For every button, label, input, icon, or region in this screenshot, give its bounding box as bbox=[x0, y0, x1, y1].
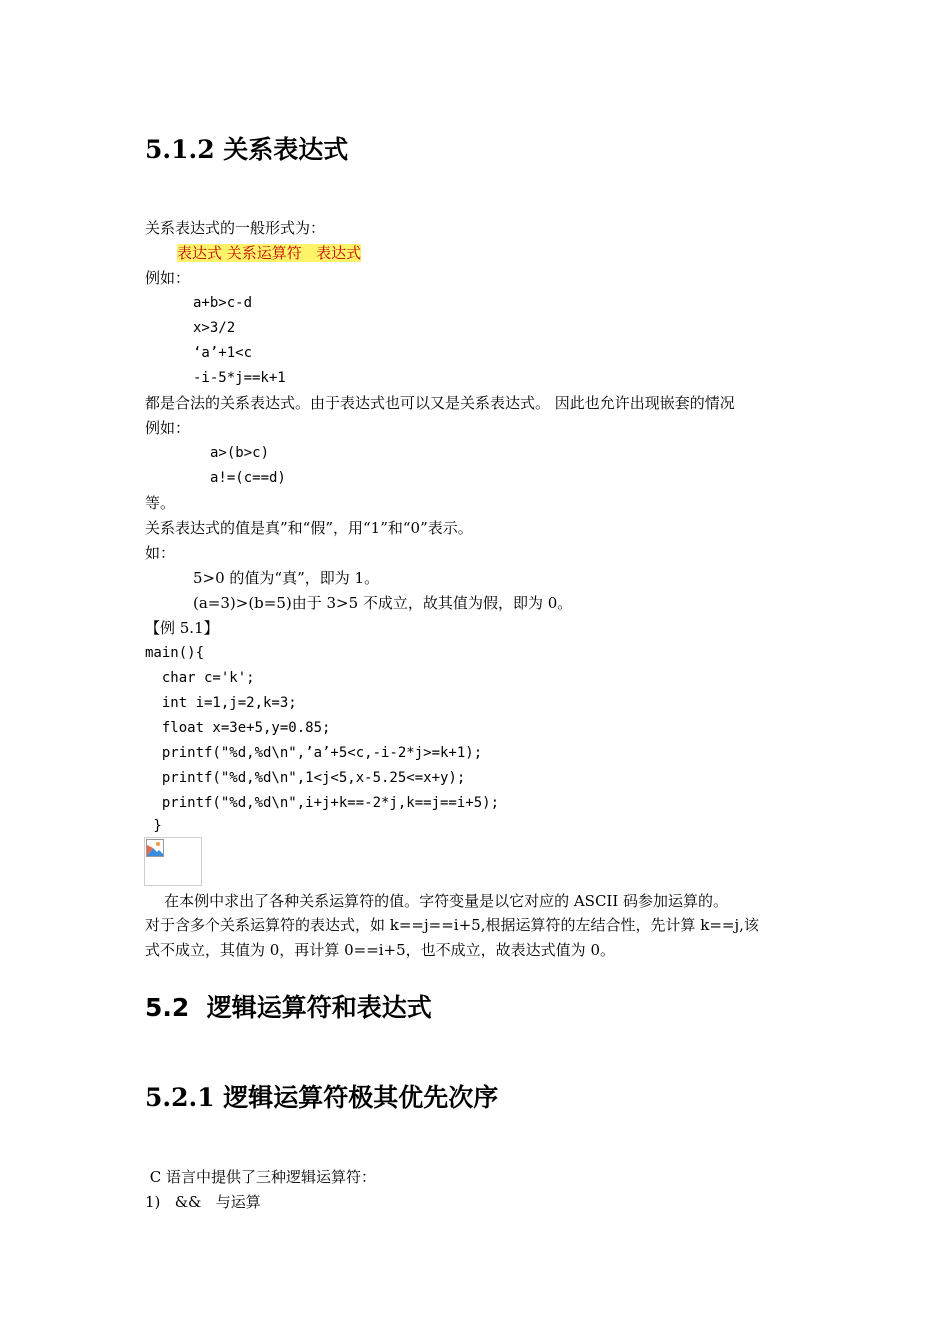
heading-5-1-2: 5.1.2 关系表达式 bbox=[145, 135, 349, 164]
heading-5-2-1: 5.2.1 逻辑运算符极其优先次序 bbox=[145, 1083, 499, 1112]
code-line: } bbox=[145, 818, 162, 834]
value-example-1: 5>0 的值为“真”，即为 1。 bbox=[193, 569, 380, 587]
example-label: 例如： bbox=[145, 269, 191, 287]
example-label-2: 例如： bbox=[145, 419, 191, 437]
etc-text: 等。 bbox=[145, 494, 176, 512]
nested-expr-2: a!=(c==d) bbox=[210, 470, 286, 486]
nested-text: 都是合法的关系表达式。由于表达式也可以又是关系表达式。 因此也允许出现嵌套的情况 bbox=[145, 394, 735, 412]
broken-image-placeholder bbox=[144, 837, 202, 886]
as-label: 如： bbox=[145, 544, 176, 562]
logic-item-1: 1) && 与运算 bbox=[145, 1193, 261, 1211]
value-text: 关系表达式的值是真”和“假”，用“1”和“0”表示。 bbox=[145, 519, 473, 537]
example-title: 【例 5.1】 bbox=[145, 619, 219, 637]
code-line: main(){ bbox=[145, 645, 205, 661]
example-expr-2: x>3/2 bbox=[193, 320, 236, 336]
general-form-highlight: 表达式 关系运算符 表达式 bbox=[177, 244, 362, 262]
code-line: float x=3e+5,y=0.85; bbox=[145, 720, 331, 736]
example-expr-3: ‘a’+1<c bbox=[193, 345, 253, 361]
example-expr-1: a+b>c-d bbox=[193, 295, 253, 311]
example-expr-4: -i-5*j==k+1 bbox=[193, 370, 286, 386]
explain-line: 在本例中求出了各种关系运算符的值。字符变量是以它对应的 ASCII 码参加运算的。 bbox=[145, 892, 729, 910]
code-line: printf("%d,%d\n",i+j+k==-2*j,k==j==i+5); bbox=[145, 795, 500, 811]
code-line: char c='k'; bbox=[145, 670, 255, 686]
code-line: printf("%d,%d\n",’a’+5<c,-i-2*j>=k+1); bbox=[145, 745, 483, 761]
heading-5-2: 5.2 逻辑运算符和表达式 bbox=[145, 993, 432, 1022]
nested-expr-1: a>(b>c) bbox=[210, 445, 270, 461]
code-line: int i=1,j=2,k=3; bbox=[145, 695, 297, 711]
explain-line: 对于含多个关系运算符的表达式，如 k==j==i+5,根据运算符的左结合性，先计算 k==j,该 bbox=[145, 916, 759, 934]
code-line: printf("%d,%d\n",1<j<5,x-5.25<=x+y); bbox=[145, 770, 466, 786]
explain-line: 式不成立，其值为 0，再计算 0==i+5，也不成立，故表达式值为 0。 bbox=[145, 941, 615, 959]
value-example-2: (a=3)>(b=5)由于 3>5 不成立，故其值为假，即为 0。 bbox=[193, 594, 573, 612]
intro-text: 关系表达式的一般形式为： bbox=[145, 219, 326, 237]
logic-intro: C 语言中提供了三种逻辑运算符： bbox=[145, 1168, 377, 1186]
broken-image-icon bbox=[146, 839, 164, 857]
general-form bbox=[177, 243, 361, 263]
